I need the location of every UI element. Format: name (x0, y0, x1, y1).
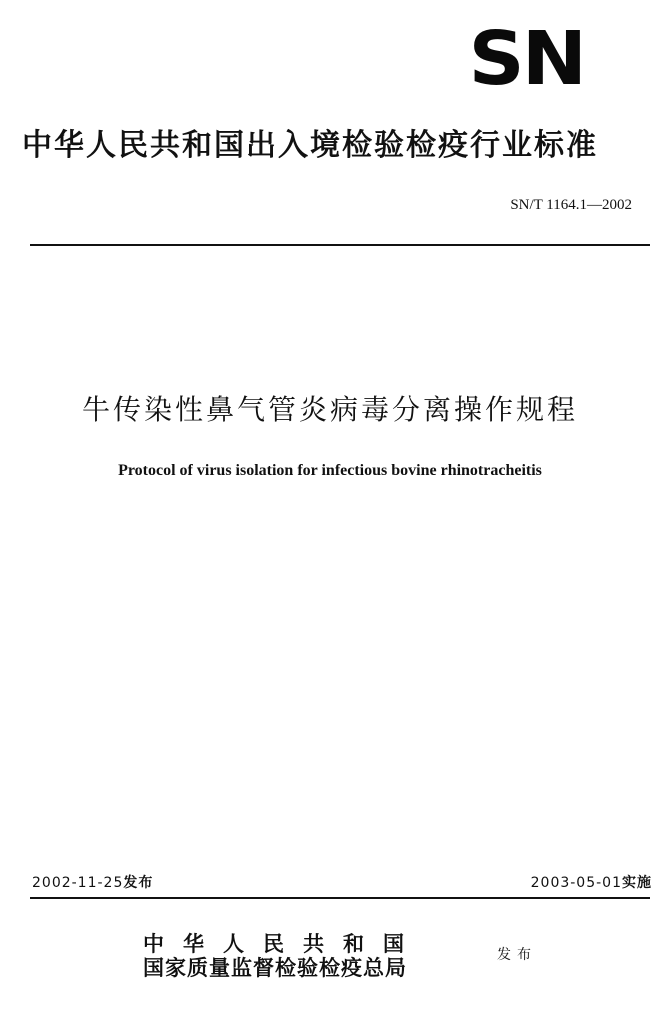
standard-category-title: 中华人民共和国出入境检验检疫行业标准 (22, 128, 598, 163)
document-title-chinese: 牛传染性鼻气管炎病毒分离操作规程 (81, 393, 578, 426)
implementation-date-suffix: 实施 (622, 875, 652, 891)
issue-date (32, 874, 153, 892)
header-divider (30, 244, 650, 246)
issue-date-suffix: 发布 (123, 875, 154, 891)
document-title-english: Protocol of virus isolation for infectious bovine rhinotracheitis (118, 462, 542, 479)
issuer-country: 中华人民共和国 (143, 931, 423, 956)
footer-divider (30, 897, 650, 899)
issue-date-value: 2002-11-25 (32, 875, 124, 891)
issuing-authority (143, 932, 423, 980)
publish-label: 发布 (497, 947, 537, 963)
standard-code: SN/T 1164.1—2002 (510, 197, 632, 213)
implementation-date-value: 2003-05-01 (530, 875, 622, 891)
implementation-date (531, 874, 652, 892)
issuer-agency: 国家质量监督检验检疫总局 (143, 955, 407, 980)
sn-logo: SN (468, 16, 584, 102)
